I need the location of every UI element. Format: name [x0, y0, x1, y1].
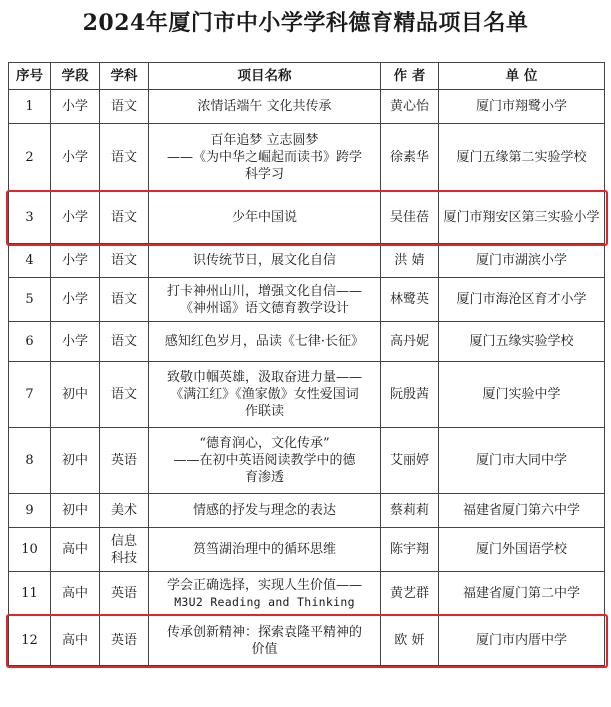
cell-project-line: 打卡神州山川，增强文化自信—— — [166, 283, 362, 299]
table-row — [9, 572, 605, 616]
cell-project — [149, 428, 381, 494]
cell-project-line: 百年追梦 立志圆梦 — [210, 133, 319, 148]
cell-subject-line: 语文 — [110, 210, 137, 225]
project-table — [8, 62, 605, 666]
cell-project-line: 筼筜湖治理中的循环思维 — [192, 542, 336, 557]
cell-author: 洪 婧 — [381, 244, 439, 278]
cell-project-line: 致敬巾帼英雄，汲取奋进力量—— — [166, 370, 362, 385]
table-row — [9, 278, 605, 322]
cell-author: 欧 妍 — [381, 616, 439, 666]
cell-unit: 厦门市翔安区第三实验小学 — [439, 192, 605, 244]
cell-no: 4 — [9, 244, 51, 278]
cell-project-line: 《满江红》《渔家傲》女性爱国词 — [170, 387, 359, 402]
table-row — [9, 528, 605, 572]
cell-subject-line: 美术 — [110, 503, 137, 518]
cell-unit: 厦门外国语学校 — [439, 528, 605, 572]
cell-project — [149, 616, 381, 666]
cell-stage: 小学 — [51, 322, 100, 362]
cell-project-line: M3U2 Reading and Thinking — [174, 594, 355, 609]
cell-stage: 小学 — [51, 278, 100, 322]
cell-unit: 福建省厦门第六中学 — [439, 494, 605, 528]
cell-author: 黄艺群 — [381, 572, 439, 616]
cell-unit: 福建省厦门第二中学 — [439, 572, 605, 616]
cell-stage: 初中 — [51, 494, 100, 528]
cell-subject — [100, 322, 149, 362]
cell-no: 9 — [9, 494, 51, 528]
header-stage: 学段 — [51, 63, 100, 90]
cell-stage: 小学 — [51, 192, 100, 244]
cell-author: 阮殷茜 — [381, 362, 439, 428]
table-row — [9, 362, 605, 428]
cell-unit: 厦门市海沧区育才小学 — [439, 278, 605, 322]
cell-project-line: “德育润心，文化传承” — [199, 436, 330, 451]
table-row — [9, 192, 605, 244]
table-body — [9, 90, 605, 666]
cell-project-line: 识传统节日，展文化自信 — [192, 253, 336, 268]
cell-author: 陈宇翔 — [381, 528, 439, 572]
cell-unit: 厦门实验中学 — [439, 362, 605, 428]
cell-stage: 小学 — [51, 244, 100, 278]
cell-project — [149, 494, 381, 528]
cell-project — [149, 90, 381, 124]
table-header-row — [9, 63, 605, 90]
cell-project-line: 作联读 — [244, 404, 284, 419]
cell-unit: 厦门五缘实验学校 — [439, 322, 605, 362]
cell-unit: 厦门市内厝中学 — [439, 616, 605, 666]
cell-author: 林鹭英 — [381, 278, 439, 322]
cell-project-line: 《神州谣》语文德育教学设计 — [179, 300, 349, 316]
cell-project-line: 育渗透 — [244, 470, 284, 485]
cell-subject — [100, 244, 149, 278]
cell-project-line: 感知红色岁月，品读《七律·长征》 — [164, 334, 365, 349]
cell-no: 8 — [9, 428, 51, 494]
cell-subject-line: 语文 — [110, 150, 137, 165]
cell-stage: 小学 — [51, 90, 100, 124]
table-row — [9, 124, 605, 192]
cell-stage: 高中 — [51, 572, 100, 616]
cell-project — [149, 572, 381, 616]
cell-no: 2 — [9, 124, 51, 192]
cell-stage: 高中 — [51, 616, 100, 666]
cell-project — [149, 362, 381, 428]
cell-subject-line: 科技 — [110, 550, 137, 566]
cell-subject-line: 语文 — [110, 292, 137, 307]
cell-no: 10 — [9, 528, 51, 572]
cell-project-line: 价值 — [251, 641, 278, 657]
cell-project — [149, 124, 381, 192]
cell-subject-line: 英语 — [110, 586, 137, 601]
cell-subject — [100, 494, 149, 528]
cell-project-line: 浓情话端午 文化共传承 — [197, 99, 332, 114]
cell-subject-line: 语文 — [110, 387, 137, 402]
cell-no: 11 — [9, 572, 51, 616]
cell-stage: 高中 — [51, 528, 100, 572]
cell-subject — [100, 528, 149, 572]
cell-stage: 小学 — [51, 124, 100, 192]
cell-author: 吴佳蓓 — [381, 192, 439, 244]
cell-subject — [100, 124, 149, 192]
table-row — [9, 244, 605, 278]
cell-project-line: 学会正确选择，实现人生价值—— — [166, 577, 362, 593]
table-row — [9, 90, 605, 124]
header-unit: 单 位 — [439, 63, 605, 90]
cell-subject — [100, 362, 149, 428]
cell-subject-line: 语文 — [110, 99, 137, 114]
cell-unit: 厦门五缘第二实验学校 — [439, 124, 605, 192]
table-row — [9, 428, 605, 494]
cell-project-line: 少年中国说 — [231, 210, 297, 225]
cell-author: 艾丽婷 — [381, 428, 439, 494]
cell-subject-line: 语文 — [110, 334, 137, 349]
page-title: 2024年厦门市中小学学科德育精品项目名单 — [82, 10, 529, 36]
cell-author: 徐素华 — [381, 124, 439, 192]
cell-subject — [100, 616, 149, 666]
cell-no: 12 — [9, 616, 51, 666]
cell-unit: 厦门市湖滨小学 — [439, 244, 605, 278]
cell-project-line: 传承创新精神：探索袁隆平精神的 — [166, 624, 362, 640]
header-author: 作 者 — [381, 63, 439, 90]
cell-project — [149, 244, 381, 278]
cell-subject-line: 英语 — [110, 633, 137, 648]
cell-no: 6 — [9, 322, 51, 362]
cell-no: 7 — [9, 362, 51, 428]
cell-project-line: 情感的抒发与理念的表达 — [192, 503, 336, 518]
cell-project — [149, 322, 381, 362]
cell-subject — [100, 428, 149, 494]
table-row — [9, 616, 605, 666]
header-no: 序号 — [9, 63, 51, 90]
cell-subject — [100, 278, 149, 322]
cell-stage: 初中 — [51, 428, 100, 494]
header-project: 项目名称 — [149, 63, 381, 90]
cell-project — [149, 528, 381, 572]
cell-subject-line: 语文 — [110, 253, 137, 268]
cell-project — [149, 192, 381, 244]
cell-author: 高丹妮 — [381, 322, 439, 362]
cell-subject-line: 信息 — [110, 533, 137, 549]
cell-subject — [100, 572, 149, 616]
cell-project — [149, 278, 381, 322]
cell-subject-line: 英语 — [110, 453, 137, 468]
table-row — [9, 322, 605, 362]
cell-author: 蔡莉莉 — [381, 494, 439, 528]
cell-no: 1 — [9, 90, 51, 124]
cell-project-line: 科学习 — [244, 167, 284, 182]
cell-project-line: ——《为中华之崛起而读书》跨学 — [166, 150, 362, 165]
cell-project-line: ——在初中英语阅读教学中的德 — [173, 453, 356, 468]
table-row — [9, 494, 605, 528]
cell-unit: 厦门市大同中学 — [439, 428, 605, 494]
cell-no: 5 — [9, 278, 51, 322]
cell-unit: 厦门市翔鹭小学 — [439, 90, 605, 124]
cell-no: 3 — [9, 192, 51, 244]
cell-subject — [100, 90, 149, 124]
cell-author: 黄心怡 — [381, 90, 439, 124]
cell-stage: 初中 — [51, 362, 100, 428]
cell-subject — [100, 192, 149, 244]
header-subject: 学科 — [100, 63, 149, 90]
